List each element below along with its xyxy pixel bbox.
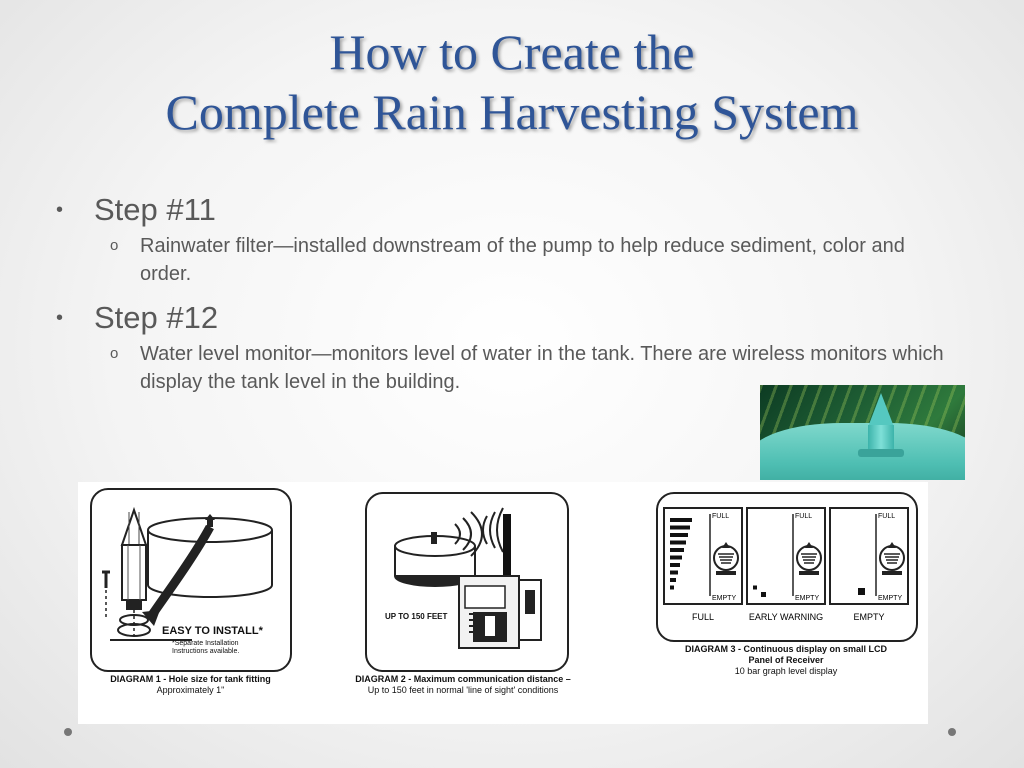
nav-dot-right bbox=[948, 728, 956, 736]
slide-title bbox=[0, 22, 1024, 142]
level-state-label: EARLY WARNING bbox=[748, 612, 824, 622]
full-marker: FULL bbox=[712, 513, 730, 520]
sensor-cone bbox=[868, 393, 894, 427]
tank-icon bbox=[880, 546, 904, 570]
tank-sensor-photo bbox=[760, 385, 965, 480]
lcd-panel-1 bbox=[664, 508, 742, 622]
level-bar bbox=[670, 578, 676, 582]
bullet-label: Step #12 bbox=[94, 300, 219, 335]
bullet-step-12 bbox=[56, 298, 976, 338]
bullet-list bbox=[56, 190, 976, 396]
bullet-icon: • bbox=[56, 307, 64, 329]
easy-install-badge: EASY TO INSTALL* bbox=[162, 625, 263, 637]
lcd-panels bbox=[658, 494, 916, 640]
lcd-level-illustration bbox=[658, 494, 916, 640]
diagram-1-caption bbox=[78, 674, 303, 696]
full-marker: FULL bbox=[795, 513, 813, 520]
diagram-3-caption-detail: 10 bar graph level display bbox=[734, 666, 838, 676]
diagram-3-frame bbox=[656, 492, 918, 642]
empty-marker: EMPTY bbox=[795, 595, 820, 602]
lcd-panel-2 bbox=[747, 508, 825, 622]
diagram-3-caption-title: DIAGRAM 3 - Continuous display on small LCD Panel of Receiver bbox=[684, 644, 887, 665]
title-line-2: Complete Rain Harvesting System bbox=[165, 84, 859, 140]
sub-bullet-text: Water level monitor—monitors level of water in the tank. There are wireless monitors which display the tank level in the building. bbox=[140, 343, 944, 393]
level-bar bbox=[670, 526, 690, 530]
bullet-step-11 bbox=[56, 190, 976, 230]
sub-bullet-icon: o bbox=[110, 345, 119, 362]
level-bar bbox=[670, 586, 674, 590]
level-bar bbox=[670, 571, 678, 575]
diagram-1-caption-detail: Approximately 1" bbox=[156, 685, 225, 695]
diagram-2-caption-detail: Up to 150 feet in normal 'line of sight' conditions bbox=[367, 685, 559, 695]
tank-icon bbox=[714, 546, 738, 570]
title-line-1: How to Create the bbox=[329, 24, 695, 80]
level-bar bbox=[670, 563, 680, 567]
level-bar bbox=[670, 548, 684, 552]
diagram-3-caption bbox=[676, 644, 896, 677]
sub-bullet-icon: o bbox=[110, 237, 119, 254]
full-marker: FULL bbox=[878, 513, 896, 520]
wireless-range-illustration bbox=[367, 494, 567, 670]
install-note: *Separate Installation Instructions available. bbox=[172, 640, 240, 655]
tank-icon bbox=[797, 546, 821, 570]
nav-dot-left bbox=[64, 728, 72, 736]
level-state-label: EMPTY bbox=[853, 612, 885, 622]
lcd-panel-3 bbox=[830, 508, 908, 622]
level-bar bbox=[670, 518, 692, 522]
sub-bullet-filter bbox=[110, 232, 960, 288]
diagram-2-frame bbox=[365, 492, 569, 672]
bullet-label: Step #11 bbox=[94, 192, 216, 227]
sensor-base bbox=[858, 449, 904, 457]
empty-marker: EMPTY bbox=[878, 595, 903, 602]
diagram-panel bbox=[78, 482, 928, 724]
level-bar bbox=[753, 586, 757, 590]
sub-bullet-text: Rainwater filter—installed downstream of the pump to help reduce sediment, color and order. bbox=[140, 235, 905, 285]
diagram-2-caption-title: DIAGRAM 2 - Maximum communication distance – bbox=[355, 674, 571, 684]
empty-marker: EMPTY bbox=[712, 595, 737, 602]
level-bar bbox=[670, 533, 688, 537]
diagram-2-caption bbox=[353, 674, 573, 696]
bullet-icon: • bbox=[56, 199, 64, 221]
range-label: UP TO 150 FEET bbox=[385, 612, 448, 621]
level-bar bbox=[670, 541, 686, 545]
diagram-1-frame bbox=[90, 488, 292, 672]
level-state-label: FULL bbox=[691, 612, 715, 622]
diagram-1-caption-title: DIAGRAM 1 - Hole size for tank fitting bbox=[110, 674, 271, 684]
level-bar bbox=[670, 556, 682, 560]
